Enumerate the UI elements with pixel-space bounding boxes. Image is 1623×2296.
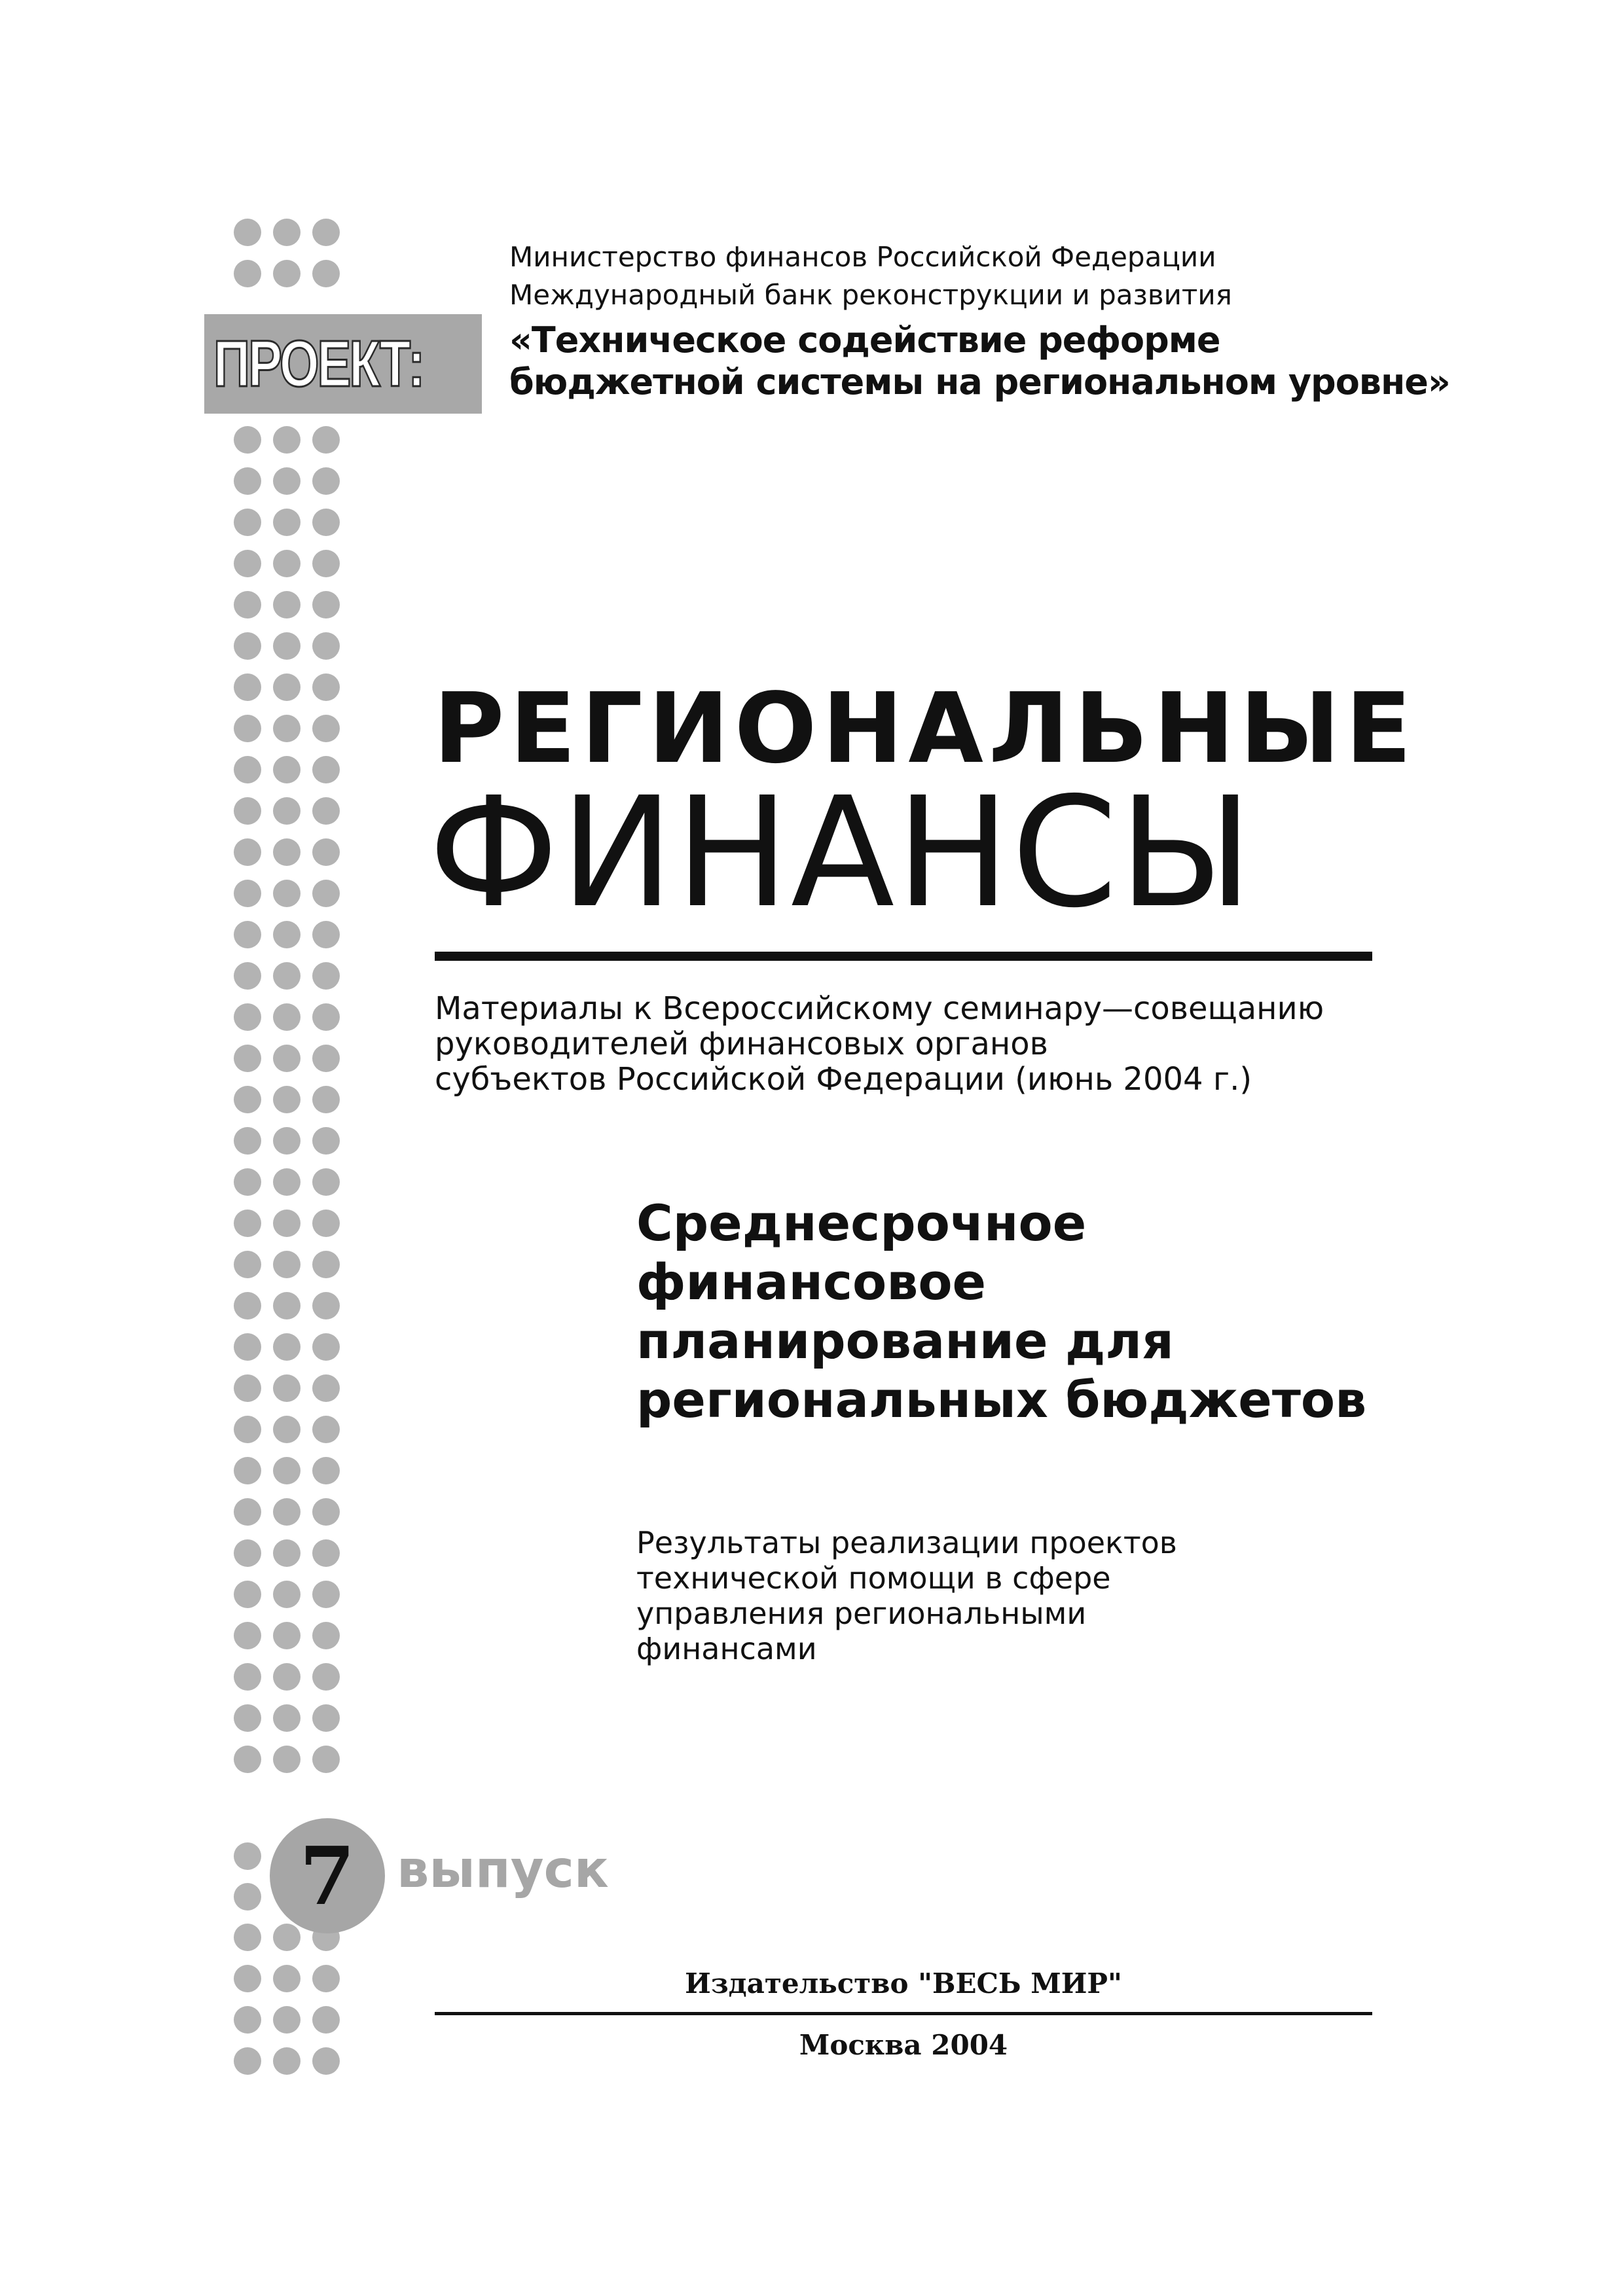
decorative-dot <box>234 1003 261 1031</box>
decorative-dot <box>273 1045 301 1072</box>
decorative-dot <box>312 1746 340 1773</box>
decorative-dot <box>273 1251 301 1278</box>
decorative-dot <box>312 591 340 619</box>
decorative-dot <box>234 1292 261 1319</box>
decorative-dot <box>234 1374 261 1402</box>
topic-line: Среднесрочное <box>636 1194 1087 1252</box>
decorative-dot <box>273 1746 301 1773</box>
decorative-dot <box>312 1168 340 1196</box>
decorative-dot <box>273 591 301 619</box>
decorative-dot <box>273 1168 301 1196</box>
decorative-dot <box>234 921 261 948</box>
decorative-dot <box>234 1168 261 1196</box>
decorative-dot <box>312 1416 340 1443</box>
decorative-dot <box>312 1704 340 1732</box>
decorative-dot <box>273 838 301 866</box>
decorative-dot <box>273 1416 301 1443</box>
decorative-dot <box>312 1663 340 1691</box>
decorative-dot <box>273 260 301 287</box>
decorative-dot <box>273 1292 301 1319</box>
decorative-dot <box>273 1457 301 1484</box>
results-line: Результаты реализации проектов <box>636 1525 1177 1560</box>
decorative-dot <box>312 1965 340 1992</box>
decorative-dot <box>273 426 301 454</box>
decorative-dot <box>234 632 261 660</box>
materials-line: руководителей финансовых органов <box>435 1026 1048 1062</box>
decorative-dot <box>273 1581 301 1608</box>
decorative-dot <box>273 756 301 783</box>
decorative-dot <box>273 1663 301 1691</box>
issue-topic <box>636 1194 1422 1429</box>
materials-subtitle <box>435 991 1391 1097</box>
decorative-dot <box>312 467 340 495</box>
decorative-dot <box>234 1251 261 1278</box>
publisher-name: Издательство "ВЕСЬ МИР" <box>685 1967 1122 2000</box>
decorative-dot <box>312 880 340 907</box>
decorative-dot <box>273 2047 301 2075</box>
decorative-dot <box>234 756 261 783</box>
decorative-dot <box>273 1127 301 1155</box>
decorative-dot <box>234 591 261 619</box>
decorative-dot <box>234 1333 261 1361</box>
publisher-divider <box>435 2012 1372 2015</box>
materials-line: Материалы к Всероссийскому семинару—совещанию <box>435 990 1324 1027</box>
decorative-dot <box>234 1883 261 1910</box>
decorative-dot <box>273 1003 301 1031</box>
issue-label: выпуск <box>397 1840 609 1899</box>
topic-line: финансовое <box>636 1253 987 1311</box>
decorative-dot <box>234 1746 261 1773</box>
decorative-dot <box>273 467 301 495</box>
decorative-dot <box>312 673 340 701</box>
decorative-dot <box>234 1457 261 1484</box>
decorative-dot <box>234 1842 261 1870</box>
decorative-dot <box>312 632 340 660</box>
decorative-dot <box>234 1127 261 1155</box>
decorative-dot <box>312 426 340 454</box>
decorative-dot <box>273 1210 301 1237</box>
decorative-dot <box>312 219 340 246</box>
decorative-dot <box>234 1498 261 1526</box>
decorative-dot <box>312 2047 340 2075</box>
project-title-line: «Техническое содействие реформе <box>509 319 1220 361</box>
decorative-dot <box>312 1251 340 1278</box>
issue-number: 7 <box>299 1829 356 1923</box>
decorative-dot <box>312 1045 340 1072</box>
decorative-dot <box>312 1581 340 1608</box>
decorative-dot <box>312 1374 340 1402</box>
decorative-dot <box>234 1086 261 1113</box>
decorative-dot <box>273 509 301 536</box>
decorative-dot <box>234 2047 261 2075</box>
project-title-line: бюджетной системы на региональном уровне» <box>509 361 1450 403</box>
decorative-dot <box>273 632 301 660</box>
decorative-dot <box>273 1622 301 1649</box>
decorative-dot <box>234 1663 261 1691</box>
decorative-dot <box>234 797 261 825</box>
title-divider <box>435 952 1372 961</box>
decorative-dot <box>312 1292 340 1319</box>
decorative-dot <box>273 1333 301 1361</box>
decorative-dot <box>273 219 301 246</box>
decorative-dot <box>312 1003 340 1031</box>
decorative-dot <box>273 1498 301 1526</box>
decorative-dot <box>312 1086 340 1113</box>
decorative-dot <box>273 1374 301 1402</box>
series-title-line1: РЕГИОНАЛЬНЫЕ <box>433 672 1417 785</box>
decorative-dot <box>234 838 261 866</box>
decorative-dot <box>312 797 340 825</box>
decorative-dot <box>234 260 261 287</box>
topic-line: планирование для <box>636 1312 1174 1370</box>
decorative-dot <box>312 2006 340 2034</box>
publisher-city-year: Москва 2004 <box>799 2029 1008 2061</box>
decorative-dot <box>234 426 261 454</box>
project-title <box>509 319 1491 403</box>
decorative-dot <box>312 962 340 990</box>
decorative-dot <box>234 509 261 536</box>
decorative-dot <box>234 673 261 701</box>
decorative-dot <box>273 1539 301 1567</box>
decorative-dot <box>312 1539 340 1567</box>
decorative-dot <box>273 962 301 990</box>
decorative-dot <box>273 921 301 948</box>
decorative-dot <box>273 2006 301 2034</box>
organizations-header <box>509 238 1491 314</box>
decorative-dot <box>312 1457 340 1484</box>
decorative-dot <box>312 1498 340 1526</box>
decorative-dot <box>234 715 261 742</box>
materials-line: субъектов Российской Федерации (июнь 2004 г.) <box>435 1061 1252 1098</box>
topic-line: региональных бюджетов <box>636 1371 1367 1429</box>
decorative-dot <box>312 1127 340 1155</box>
decorative-dot <box>234 1965 261 1992</box>
decorative-dot <box>273 550 301 577</box>
decorative-dot <box>273 797 301 825</box>
decorative-dot <box>234 550 261 577</box>
decorative-dot <box>312 715 340 742</box>
decorative-dot <box>234 1581 261 1608</box>
decorative-dot <box>312 756 340 783</box>
bank-name: Международный банк реконструкции и развития <box>509 279 1232 311</box>
decorative-dot <box>312 550 340 577</box>
decorative-dot <box>273 1965 301 1992</box>
decorative-dot <box>312 838 340 866</box>
decorative-dot <box>273 1086 301 1113</box>
decorative-dot <box>234 1539 261 1567</box>
results-line: технической помощи в сфере <box>636 1560 1111 1596</box>
decorative-dot <box>273 1704 301 1732</box>
decorative-dot <box>312 1622 340 1649</box>
decorative-dot <box>234 962 261 990</box>
decorative-dot <box>234 1210 261 1237</box>
decorative-dot <box>312 509 340 536</box>
decorative-dot <box>312 1210 340 1237</box>
decorative-dot <box>234 1704 261 1732</box>
results-line: управления региональными <box>636 1596 1087 1631</box>
decorative-dot <box>273 880 301 907</box>
decorative-dot <box>234 1416 261 1443</box>
decorative-dot <box>234 219 261 246</box>
decorative-dot <box>234 880 261 907</box>
project-label: ПРОЕКТ: <box>213 327 424 401</box>
decorative-dot <box>234 2006 261 2034</box>
decorative-dot <box>273 715 301 742</box>
results-description <box>636 1525 1422 1666</box>
decorative-dot <box>273 673 301 701</box>
ministry-name: Министерство финансов Российской Федерации <box>509 241 1216 273</box>
decorative-dot <box>312 260 340 287</box>
series-title-line2: ФИНАНСЫ <box>428 764 1254 941</box>
decorative-dot <box>234 467 261 495</box>
decorative-dot <box>234 1924 261 1951</box>
decorative-dot <box>234 1045 261 1072</box>
decorative-dot <box>312 921 340 948</box>
results-line: финансами <box>636 1631 817 1666</box>
decorative-dot <box>312 1333 340 1361</box>
decorative-dot <box>234 1622 261 1649</box>
